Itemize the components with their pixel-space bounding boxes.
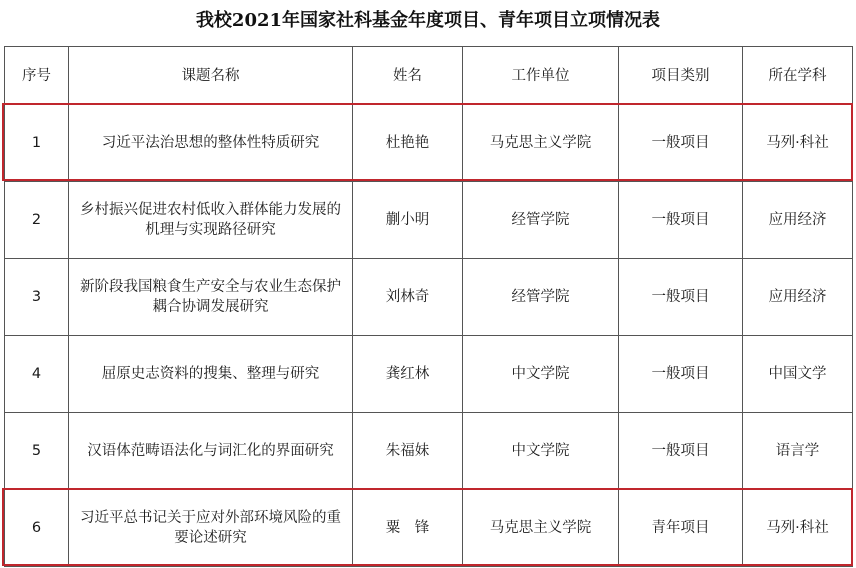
- cell-discipline: 马列·科社: [743, 490, 853, 567]
- cell-no: 1: [5, 105, 69, 182]
- cell-unit: 马克思主义学院: [463, 490, 619, 567]
- table-row: [5, 490, 853, 567]
- cell-discipline: 马列·科社: [743, 105, 853, 182]
- cell-topic: [69, 259, 353, 336]
- cell-topic: [69, 490, 353, 567]
- project-table: [4, 46, 853, 567]
- column-header-type: 项目类别: [619, 47, 743, 105]
- cell-type: 一般项目: [619, 259, 743, 336]
- cell-unit: 中文学院: [463, 336, 619, 413]
- column-header-topic: 课题名称: [69, 47, 353, 105]
- column-header-name: 姓名: [353, 47, 463, 105]
- cell-unit: 经管学院: [463, 259, 619, 336]
- cell-topic: [69, 413, 353, 490]
- cell-name: 刘林奇: [353, 259, 463, 336]
- cell-name: 龚红林: [353, 336, 463, 413]
- cell-discipline: 应用经济: [743, 259, 853, 336]
- cell-type: 青年项目: [619, 490, 743, 567]
- table-row: [5, 336, 853, 413]
- topic-text: 乡村振兴促进农村低收入群体能力发展的机理与实现路径研究: [80, 202, 341, 238]
- cell-no: 4: [5, 336, 69, 413]
- table-row: [5, 182, 853, 259]
- topic-text: 新阶段我国粮食生产安全与农业生态保护耦合协调发展研究: [80, 279, 341, 315]
- column-header-no: 序号: [5, 47, 69, 105]
- column-header-discipline: 所在学科: [743, 47, 853, 105]
- cell-topic: [69, 182, 353, 259]
- cell-name: 蒯小明: [353, 182, 463, 259]
- table-row: [5, 413, 853, 490]
- topic-text: 习近平法治思想的整体性特质研究: [101, 135, 320, 151]
- cell-discipline: 中国文学: [743, 336, 853, 413]
- cell-no: 5: [5, 413, 69, 490]
- cell-name: 朱福妹: [353, 413, 463, 490]
- cell-type: 一般项目: [619, 336, 743, 413]
- table-row: [5, 259, 853, 336]
- cell-topic: [69, 336, 353, 413]
- page-title: 我校2021年国家社科基金年度项目、青年项目立项情况表: [195, 10, 661, 31]
- cell-type: 一般项目: [619, 182, 743, 259]
- cell-unit: 中文学院: [463, 413, 619, 490]
- cell-topic: [69, 105, 353, 182]
- cell-no: 2: [5, 182, 69, 259]
- cell-type: 一般项目: [619, 105, 743, 182]
- cell-no: 6: [5, 490, 69, 567]
- table-row: [5, 105, 853, 182]
- cell-unit: 马克思主义学院: [463, 105, 619, 182]
- topic-text: 屈原史志资料的搜集、整理与研究: [101, 366, 320, 382]
- topic-text: 习近平总书记关于应对外部环境风险的重要论述研究: [80, 510, 341, 546]
- cell-name: 粟 锋: [353, 490, 463, 567]
- cell-no: 3: [5, 259, 69, 336]
- cell-type: 一般项目: [619, 413, 743, 490]
- cell-name: 杜艳艳: [353, 105, 463, 182]
- cell-discipline: 应用经济: [743, 182, 853, 259]
- cell-discipline: 语言学: [743, 413, 853, 490]
- topic-text: 汉语体范畴语法化与词汇化的界面研究: [87, 443, 334, 459]
- column-header-unit: 工作单位: [463, 47, 619, 105]
- table-header-row: [5, 47, 853, 105]
- cell-unit: 经管学院: [463, 182, 619, 259]
